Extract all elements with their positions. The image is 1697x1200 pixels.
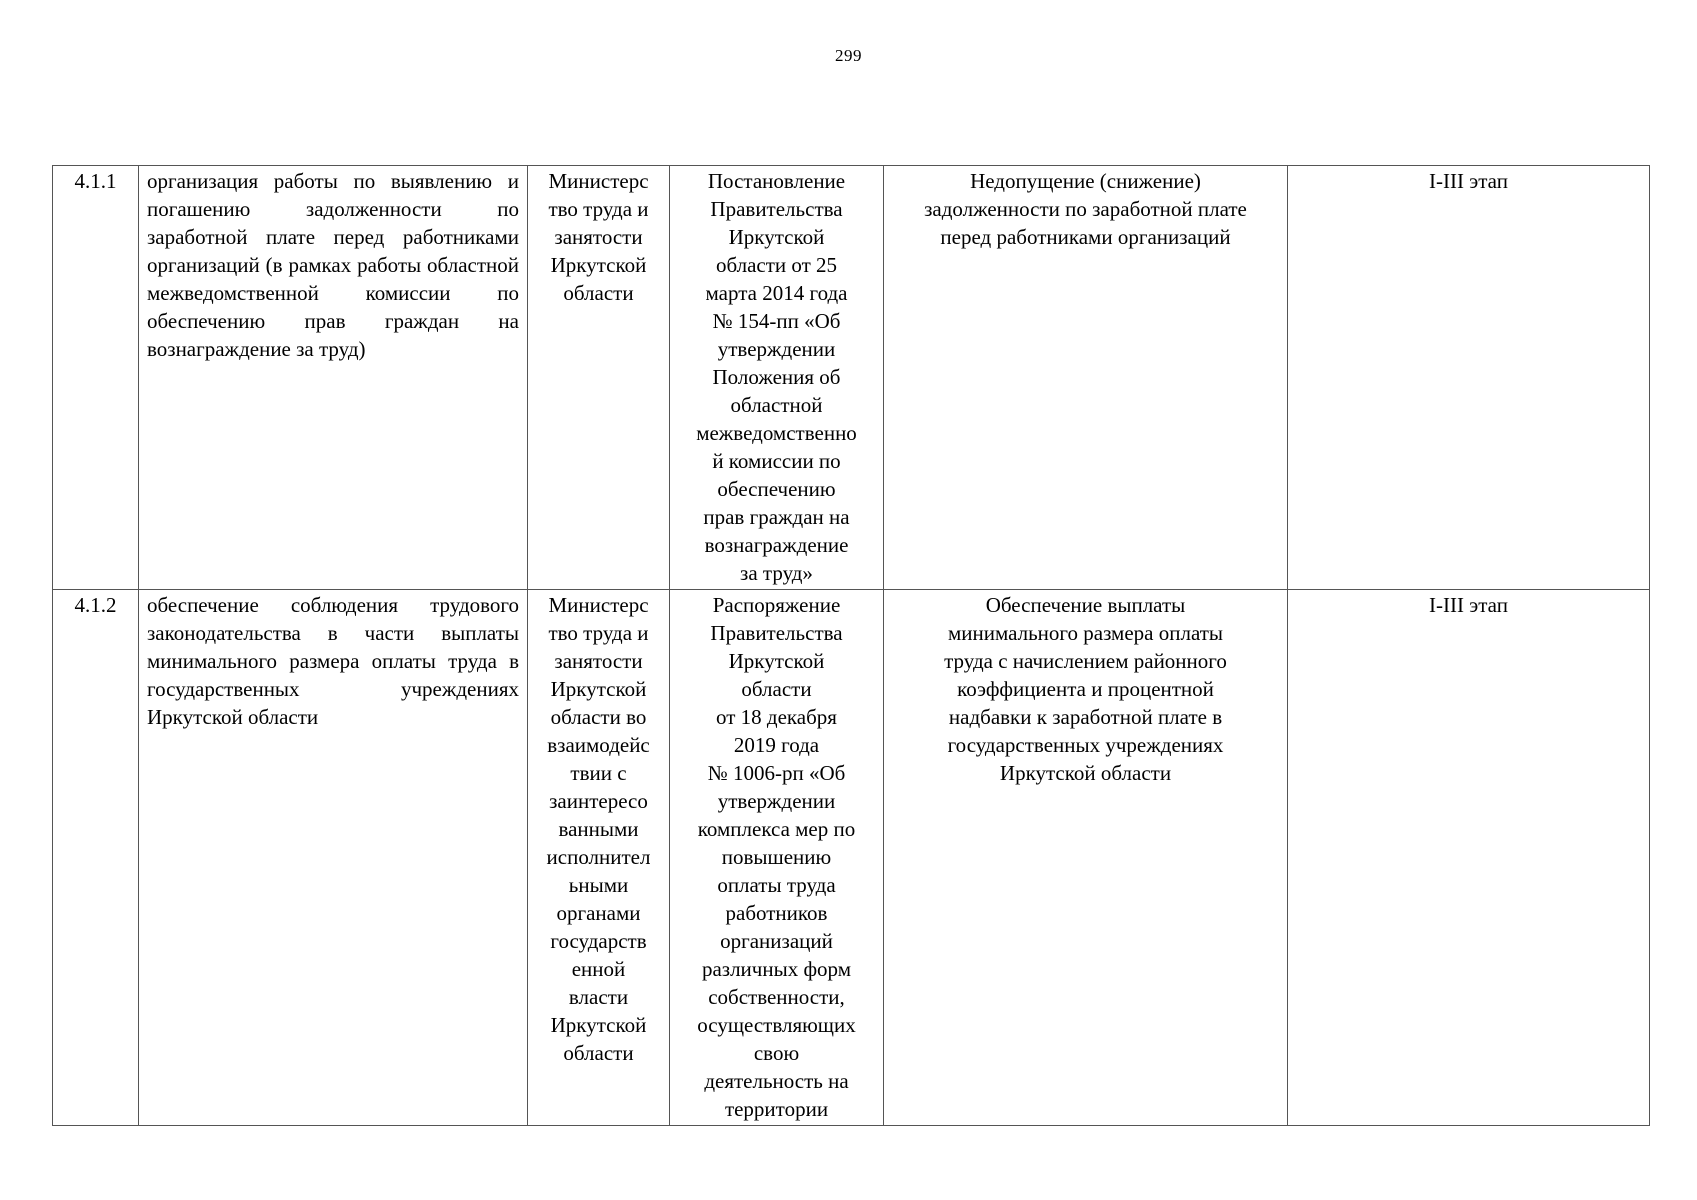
legal-document-cell: Распоряжение Правительства Иркутской области от 18 декабря 2019 года № 1006-рп «Об утверждении комплекса мер по повышению оплаты труда работников организаций различных форм собственности, осуществляющих свою деятельность на территории	[670, 590, 884, 1126]
expected-result-cell: Обеспечение выплаты минимального размера оплаты труда с начислением районного коэффициента и процентной надбавки к заработной плате в государственных учреждениях Иркутской области	[884, 590, 1288, 1126]
executor-cell: Министерс тво труда и занятости Иркутской области во взаимодейс твии с заинтересо ванными исполнител ьными органами государств енной власти Иркутской области	[528, 590, 670, 1126]
measure-name-cell: обеспечение соблюдения трудового законодательства в части выплаты минимального размера оплаты труда в государственных учреждениях Иркутской области	[139, 590, 528, 1126]
row-number-cell: 4.1.2	[53, 590, 139, 1126]
table-row	[53, 590, 1650, 1126]
page-number: 299	[835, 46, 862, 65]
executor-cell: Министерс тво труда и занятости Иркутской области	[528, 166, 670, 590]
expected-result-cell: Недопущение (снижение) задолженности по заработной плате перед работниками организаций	[884, 166, 1288, 590]
measure-name-cell: организация работы по выявлению и погашению задолженности по заработной плате перед работниками организаций (в рамках работы областной межведомственной комиссии по обеспечению прав граждан на вознаграждение за труд)	[139, 166, 528, 590]
term-cell: I-III этап	[1288, 166, 1650, 590]
term-cell: I-III этап	[1288, 590, 1650, 1126]
measures-table	[52, 165, 1650, 1126]
legal-document-cell: Постановление Правительства Иркутской области от 25 марта 2014 года № 154-пп «Об утверждении Положения об областной межведомственно й комиссии по обеспечению прав граждан на вознаграждение за труд»	[670, 166, 884, 590]
row-number-cell: 4.1.1	[53, 166, 139, 590]
table-row	[53, 166, 1650, 590]
